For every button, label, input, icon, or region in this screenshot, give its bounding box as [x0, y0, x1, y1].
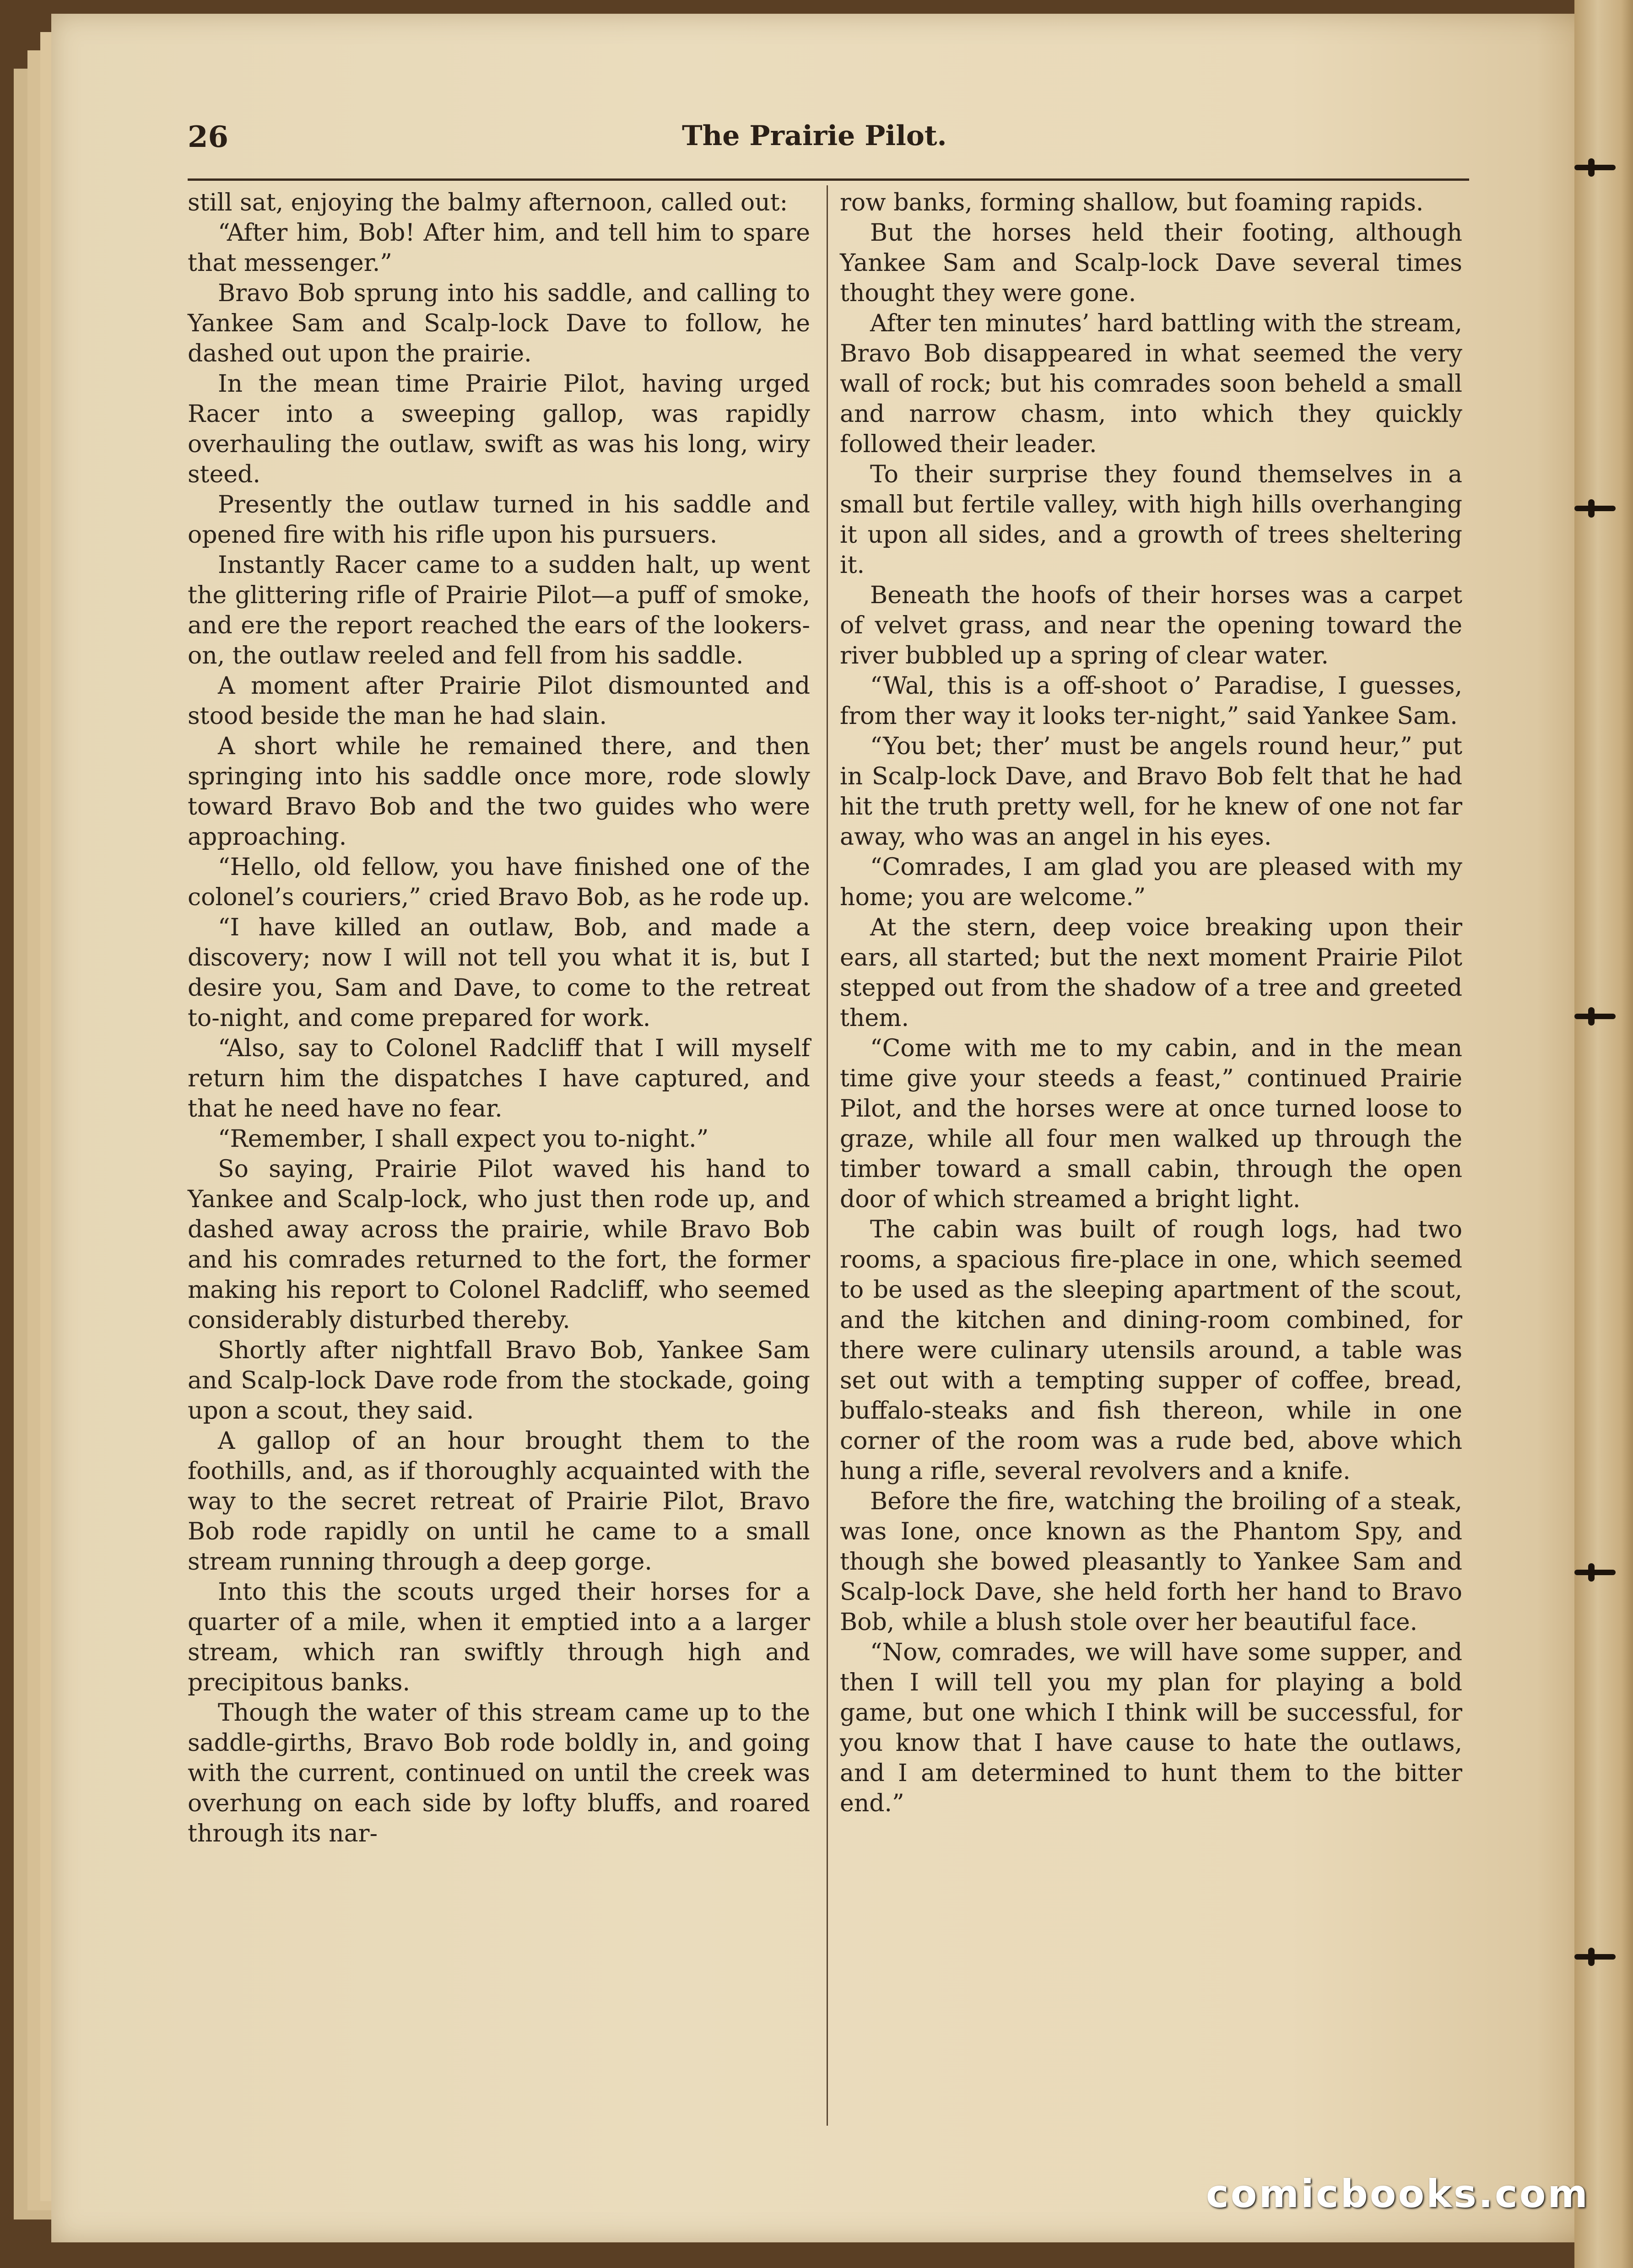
paragraph: Instantly Racer came to a sudden halt, up went the glittering rifle of Prairie Pilot—a puff of smoke, and ere the report reached the ears of the lookers-on, the outlaw reeled and fell from his saddle.: [188, 551, 810, 670]
binding-staple: [1574, 1014, 1616, 1019]
left-column: [188, 188, 810, 1849]
paragraph: The cabin was built of rough logs, had two rooms, a spacious fire-place in one, which seemed to be used as the sleeping apartment of the scout, and the kitchen and dining-room combined, for there were culinary utensils around, a table was set out with a tempting supper of coffee, bread, buffalo-steaks and fish thereon, while in one corner of the room was a rude bed, above which hung a rifle, several revolvers and a knife.: [840, 1216, 1462, 1485]
paragraph: still sat, enjoying the balmy afternoon, called out:: [188, 189, 788, 216]
paragraph: In the mean time Prairie Pilot, having urged Racer into a sweeping gallop, was rapidly overhauling the outlaw, swift as was his long, wiry steed.: [188, 370, 810, 488]
paragraph: “Also, say to Colonel Radcliff that I will myself return him the dispatches I have captured, and that he need have no fear.: [188, 1035, 810, 1123]
paragraph: A moment after Prairie Pilot dismounted and stood beside the man he had slain.: [188, 672, 810, 730]
right-column: [840, 188, 1462, 1819]
paragraph: “Remember, I shall expect you to-night.”: [218, 1125, 709, 1153]
paragraph: “Comrades, I am glad you are pleased with my home; you are welcome.”: [840, 853, 1462, 911]
paragraph: At the stern, deep voice breaking upon their ears, all started; but the next moment Prairie Pilot stepped out from the shadow of a tree and greeted them.: [840, 914, 1462, 1032]
running-title: The Prairie Pilot.: [682, 120, 947, 152]
paragraph: “Wal, this is a off-shoot o’ Paradise, I guesses, from ther way it looks ter-night,” said Yankee Sam.: [840, 672, 1462, 730]
paragraph: Presently the outlaw turned in his saddle and opened fire with his rifle upon his pursuers.: [188, 491, 810, 549]
paragraph: Shortly after nightfall Bravo Bob, Yankee Sam and Scalp-lock Dave rode from the stockade, going upon a scout, they said.: [188, 1337, 810, 1425]
paragraph: “Now, comrades, we will have some supper, and then I will tell you my plan for playing a bold game, but one which I think will be successful, for you know that I have cause to hate the outlaws, and I am determined to hunt them to the bitter end.”: [840, 1639, 1462, 1817]
column-divider: [827, 185, 828, 2126]
paragraph: “I have killed an outlaw, Bob, and made a discovery; now I will not tell you what it is, but I desire you, Sam and Dave, to come to the retreat to-night, and come prepared for work.: [188, 914, 810, 1032]
paragraph: To their surprise they found themselves in a small but fertile valley, with high hills overhanging it upon all sides, and a growth of trees sheltering it.: [840, 461, 1462, 579]
binding-staple: [1574, 165, 1616, 170]
source-watermark: comicbooks.com: [1206, 2171, 1590, 2216]
binding-gutter: [1574, 0, 1633, 2268]
page-number: 26: [188, 120, 229, 154]
paragraph: After ten minutes’ hard battling with the stream, Bravo Bob disappeared in what seemed the very wall of rock; but his comrades soon beheld a small and narrow chasm, into which they quickly followed their leader.: [840, 310, 1462, 458]
paragraph: A short while he remained there, and then springing into his saddle once more, rode slowly toward Bravo Bob and the two guides who were approaching.: [188, 733, 810, 851]
paragraph: Bravo Bob sprung into his saddle, and calling to Yankee Sam and Scalp-lock Dave to follow, he dashed out upon the prairie.: [188, 280, 810, 367]
binding-staple: [1574, 1570, 1616, 1575]
page-header: [188, 120, 1465, 166]
header-rule: [188, 178, 1469, 181]
binding-staple: [1574, 1954, 1616, 1960]
paragraph: So saying, Prairie Pilot waved his hand to Yankee and Scalp-lock, who just then rode up, and dashed away across the prairie, while Bravo Bob and his comrades returned to the fort, the former making his report to Colonel Radcliff, who seemed considerably disturbed thereby.: [188, 1156, 810, 1334]
paragraph: row banks, forming shallow, but foaming rapids.: [840, 189, 1424, 216]
paragraph: “You bet; ther’ must be angels round heur,” put in Scalp-lock Dave, and Bravo Bob felt that he had hit the truth pretty well, for he knew of one not far away, who was an angel in his eyes.: [840, 733, 1462, 851]
paragraph: “Hello, old fellow, you have finished one of the colonel’s couriers,” cried Bravo Bob, as he rode up.: [188, 853, 810, 911]
paragraph: A gallop of an hour brought them to the foothills, and, as if thoroughly acquainted with the way to the secret retreat of Prairie Pilot, Bravo Bob rode rapidly on until he came to a small stream running through a deep gorge.: [188, 1427, 810, 1576]
paragraph: “After him, Bob! After him, and tell him to spare that messenger.”: [188, 219, 810, 277]
paragraph: Into this the scouts urged their horses for a quarter of a mile, when it emptied into a a larger stream, which ran swiftly through high and precipitous banks.: [188, 1578, 810, 1696]
binding-staple: [1574, 506, 1616, 511]
paragraph: Though the water of this stream came up to the saddle-girths, Bravo Bob rode boldly in, and going with the current, continued on until the creek was overhung on each side by lofty bluffs, and roared through its nar-: [188, 1699, 810, 1847]
paragraph: Before the fire, watching the broiling of a steak, was Ione, once known as the Phantom Spy, and though she bowed pleasantly to Yankee Sam and Scalp-lock Dave, she held forth her hand to Bravo Bob, while a blush stole over her beautiful face.: [840, 1488, 1462, 1636]
paragraph: But the horses held their footing, although Yankee Sam and Scalp-lock Dave several times thought they were gone.: [840, 219, 1462, 307]
paragraph: Beneath the hoofs of their horses was a carpet of velvet grass, and near the opening toward the river bubbled up a spring of clear water.: [840, 582, 1462, 670]
paragraph: “Come with me to my cabin, and in the mean time give your steeds a feast,” continued Prairie Pilot, and the horses were at once turned loose to graze, while all four men walked up through the timber toward a small cabin, through the open door of which streamed a bright light.: [840, 1035, 1462, 1213]
